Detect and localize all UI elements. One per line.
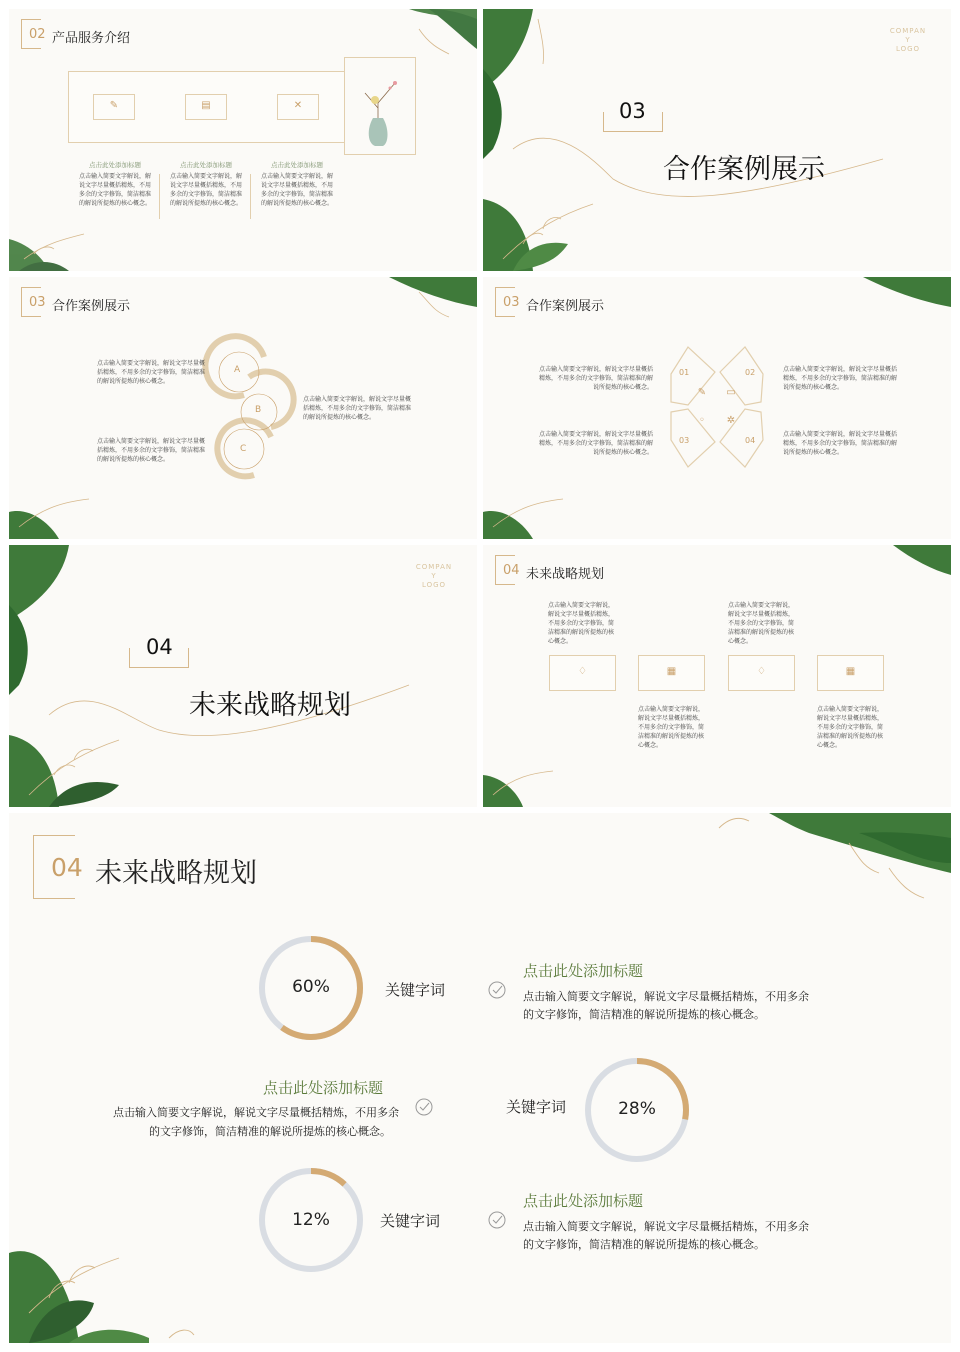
case-text: 点击输入简要文字解说，解说文字尽量概括精炼，不用多余的文字修饰，简洁精准的解说所提炼的核心概念。 bbox=[97, 360, 206, 385]
slide-product-services bbox=[9, 9, 477, 271]
ring-value-label: 60% bbox=[292, 977, 330, 997]
block-heading: 点击此处添加标题 bbox=[523, 1192, 644, 1210]
label-a: A bbox=[234, 365, 241, 375]
logo-line: LOGO bbox=[895, 45, 921, 53]
lightbulb-icon: ♢ bbox=[757, 666, 766, 677]
label-c: C bbox=[240, 444, 247, 454]
check-circle-icon bbox=[487, 1210, 507, 1230]
company-logo bbox=[409, 563, 459, 590]
strategy-text: 点击输入简要文字解说，解说文字尽量概括精炼，不用多余的文字修饰，简洁精准的解说所提炼的核心概念。 bbox=[817, 706, 884, 749]
icon-box bbox=[277, 94, 319, 120]
tools-cross-icon: ✕ bbox=[293, 100, 303, 111]
case-text: 点击输入简要文字解说，解说文字尽量概括精炼，不用多余的文字修饰，简洁精准的解说所提炼的核心概念。 bbox=[783, 366, 898, 391]
case-text: 点击输入简要文字解说，解说文字尽量概括精炼，不用多余的文字修饰，简洁精准的解说所提炼的核心概念。 bbox=[538, 366, 653, 391]
logo-line: COMPAN bbox=[889, 27, 927, 35]
case-text: 点击输入简要文字解说，解说文字尽量概括精炼，不用多余的文字修饰，简洁精准的解说所提炼的核心概念。 bbox=[783, 431, 898, 456]
section-title: 产品服务介绍 bbox=[52, 31, 131, 46]
strategy-text: 点击输入简要文字解说，解说文字尽量概括精炼，不用多余的文字修饰，简洁精准的解说所提炼的核心概念。 bbox=[728, 602, 795, 645]
diamond-grid bbox=[483, 277, 951, 539]
pen-icon: ✎ bbox=[697, 387, 707, 398]
lightbulb-icon: ♢ bbox=[578, 666, 587, 677]
strategy-box bbox=[817, 655, 884, 691]
section-number: 03 bbox=[619, 99, 646, 123]
label-01: 01 bbox=[679, 368, 690, 377]
vase-illustration bbox=[345, 58, 415, 154]
section-title: 未来战略规划 bbox=[95, 858, 257, 889]
monitor-icon: ▭ bbox=[726, 387, 736, 398]
leaf-decoration bbox=[483, 277, 951, 539]
settings-icon: ✲ bbox=[726, 415, 736, 426]
label-02: 02 bbox=[745, 368, 756, 377]
block-body-line: 点击输入简要文字解说，解说文字尽量概括精炼，不用多余 bbox=[523, 990, 809, 1003]
label-04: 04 bbox=[745, 436, 756, 445]
case-text: 点击输入简要文字解说，解说文字尽量概括精炼，不用多余的文字修饰，简洁精准的解说所提炼的核心概念。 bbox=[303, 396, 412, 421]
strategy-box bbox=[728, 655, 795, 691]
slide-cases-four bbox=[483, 277, 951, 539]
column-body: 点击输入简要文字解说，解说文字尽量概括精炼，不用多余的文字修饰，简洁精准的解说所提炼的核心概念。 bbox=[170, 173, 243, 207]
calendar-icon: ▦ bbox=[666, 666, 677, 677]
logo-line: Y bbox=[905, 36, 911, 44]
location-icon: ◦ bbox=[699, 415, 705, 426]
section-title: 合作案例展示 bbox=[526, 299, 605, 314]
section-title: 未来战略规划 bbox=[526, 567, 605, 582]
leaf-decoration bbox=[9, 545, 477, 807]
slide-cases-abc bbox=[9, 277, 477, 539]
slide-strategy-boxes bbox=[483, 545, 951, 807]
block-body-line: 的文字修饰，简洁精准的解说所提炼的核心概念。 bbox=[523, 1238, 765, 1251]
column-body: 点击输入简要文字解说，解说文字尽量概括精炼，不用多余的文字修饰，简洁精准的解说所提炼的核心概念。 bbox=[79, 173, 152, 207]
check-circle-icon bbox=[487, 980, 507, 1000]
divider bbox=[159, 174, 160, 219]
ring-value-label: 28% bbox=[618, 1099, 656, 1119]
progress-rings bbox=[9, 813, 951, 1343]
calendar-icon: ▦ bbox=[845, 666, 856, 677]
section-number: 04 bbox=[503, 563, 520, 578]
case-text: 点击输入简要文字解说，解说文字尽量概括精炼，不用多余的文字修饰，简洁精准的解说所提炼的核心概念。 bbox=[97, 438, 206, 463]
ring-keyword: 关键字词 bbox=[506, 1098, 567, 1116]
company-logo bbox=[883, 27, 933, 54]
strategy-box bbox=[549, 655, 616, 691]
strategy-text: 点击输入简要文字解说，解说文字尽量概括精炼，不用多余的文字修饰，简洁精准的解说所提炼的核心概念。 bbox=[548, 602, 615, 645]
section-number: 04 bbox=[146, 635, 173, 659]
column-heading: 点击此处添加标题 bbox=[180, 161, 232, 169]
section-title: 合作案例展示 bbox=[663, 154, 825, 185]
column-heading: 点击此处添加标题 bbox=[89, 161, 141, 169]
block-heading: 点击此处添加标题 bbox=[263, 1079, 384, 1097]
logo-line: COMPAN bbox=[415, 563, 453, 571]
block-heading: 点击此处添加标题 bbox=[523, 962, 644, 980]
block-body-line: 的文字修饰，简洁精准的解说所提炼的核心概念。 bbox=[523, 1008, 765, 1021]
slide-section-03-cover bbox=[483, 9, 951, 271]
icon-box bbox=[93, 94, 135, 120]
label-b: B bbox=[255, 405, 262, 415]
block-body-line: 点击输入简要文字解说，解说文字尽量概括精炼，不用多余 bbox=[113, 1106, 399, 1119]
section-number: 03 bbox=[29, 295, 46, 310]
block-body-line: 点击输入简要文字解说，解说文字尽量概括精炼，不用多余 bbox=[523, 1220, 809, 1233]
ring-value-label: 12% bbox=[292, 1210, 330, 1230]
column-heading: 点击此处添加标题 bbox=[271, 161, 323, 169]
section-number: 04 bbox=[51, 853, 83, 882]
divider bbox=[250, 174, 251, 219]
slide-section-04-cover bbox=[9, 545, 477, 807]
case-text: 点击输入简要文字解说，解说文字尽量概括精炼，不用多余的文字修饰，简洁精准的解说所提炼的核心概念。 bbox=[538, 431, 653, 456]
icon-box bbox=[185, 94, 227, 120]
section-number: 03 bbox=[503, 295, 520, 310]
logo-line: Y bbox=[431, 572, 437, 580]
block-body-line: 的文字修饰，简洁精准的解说所提炼的核心概念。 bbox=[149, 1125, 391, 1138]
ring-keyword: 关键字词 bbox=[380, 1212, 441, 1230]
slide-strategy-rings bbox=[9, 813, 951, 1343]
section-title: 未来战略规划 bbox=[189, 690, 351, 721]
label-03: 03 bbox=[679, 436, 690, 445]
column-body: 点击输入简要文字解说，解说文字尽量概括精炼，不用多余的文字修饰，简洁精准的解说所提炼的核心概念。 bbox=[261, 173, 334, 207]
strategy-box bbox=[638, 655, 705, 691]
logo-line: LOGO bbox=[421, 581, 447, 589]
tool-icon: ✎ bbox=[109, 100, 119, 111]
leaf-decoration bbox=[483, 9, 951, 271]
ring-keyword: 关键字词 bbox=[385, 981, 446, 999]
section-title: 合作案例展示 bbox=[52, 299, 131, 314]
vase-frame bbox=[344, 57, 416, 155]
strategy-text: 点击输入简要文字解说，解说文字尽量概括精炼，不用多余的文字修饰，简洁精准的解说所提炼的核心概念。 bbox=[638, 706, 705, 749]
section-number: 02 bbox=[29, 27, 46, 42]
document-icon: ▤ bbox=[201, 100, 211, 111]
check-circle-icon bbox=[414, 1097, 434, 1117]
